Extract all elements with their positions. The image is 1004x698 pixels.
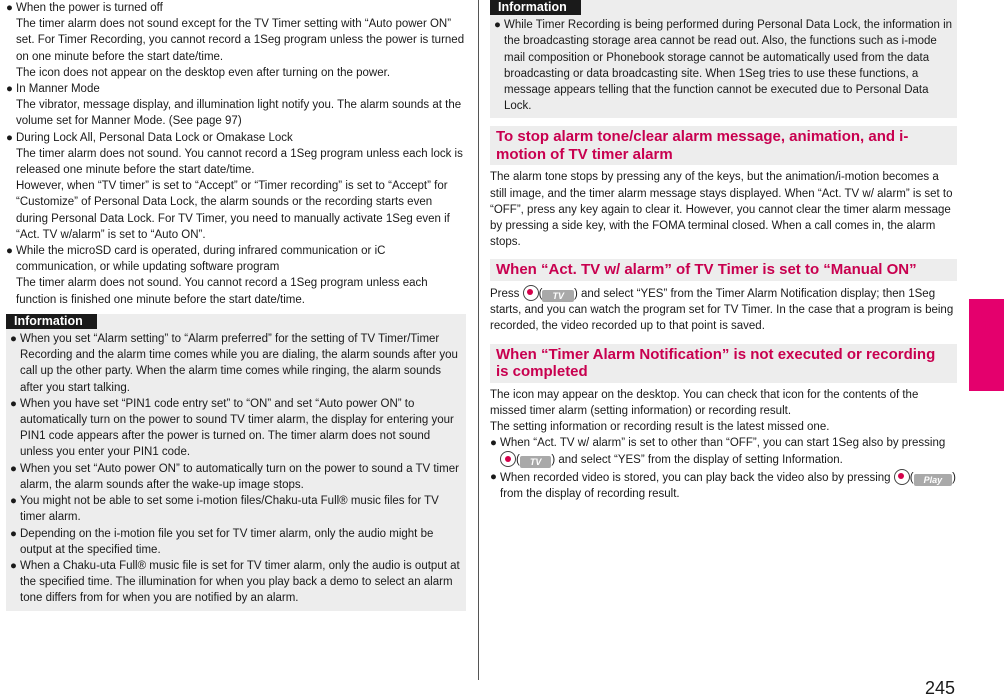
play-softkey-icon: Play bbox=[914, 474, 953, 486]
info-body-right bbox=[490, 16, 957, 114]
paragraph: The icon may appear on the desktop. You can check that icon for the contents of the missed timer alarm (setting information) or recording result. bbox=[490, 388, 919, 417]
info-box-right bbox=[490, 0, 957, 118]
tv-softkey-icon: TV bbox=[542, 290, 574, 302]
list-item-text: The vibrator, message display, and illumination light notify you. The alarm sounds at the volume set for Manner Mode. (See page 97) bbox=[16, 99, 462, 128]
bullet-icon: ● bbox=[10, 495, 17, 508]
list-item bbox=[6, 81, 466, 130]
left-column bbox=[6, 0, 466, 611]
bullet-icon: ● bbox=[494, 19, 501, 32]
info-list-item bbox=[10, 493, 462, 525]
list-item-title: When the power is turned off bbox=[16, 2, 163, 14]
info-list-text: You might not be able to set some i-motion files/Chaku-uta Full® music files for TV timer alarm. bbox=[20, 495, 439, 524]
right-column bbox=[490, 0, 957, 502]
section-heading: When “Act. TV w/ alarm” of TV Timer is set to “Manual ON” bbox=[490, 259, 957, 281]
list-item: ● While Timer Recording is being performed during Personal Data Lock, the information in the broadcasting storage area cannot be read out. Also, the functions such as i-mode mail composition or Phonebook storage cannot be automatically used from the data broadcasting or data broadcasting site. When 1Seg tries to use these functions, a message appears telling that the function cannot be executed due to Personal Data Lock. bbox=[494, 19, 953, 113]
info-list-item bbox=[10, 526, 462, 558]
list-item: ● When recorded video is stored, you can play back the video also by pressing ( Play ) from the display of recording result. bbox=[490, 470, 956, 500]
column-divider bbox=[478, 0, 479, 680]
bullet-icon: ● bbox=[6, 2, 13, 14]
bullet-icon: ● bbox=[6, 83, 13, 96]
list-item bbox=[6, 0, 466, 81]
info-box-left bbox=[6, 314, 466, 611]
list-item-text: The timer alarm does not sound. You cannot record a 1Seg program unless each function is finished one minute before the start date/time. bbox=[16, 277, 428, 306]
list-item-title: While the microSD card is operated, during infrared communication or iC communication, or while updating software program bbox=[16, 245, 386, 274]
info-list-item bbox=[10, 461, 462, 493]
info-list-item bbox=[10, 396, 462, 461]
bullet-icon: ● bbox=[10, 462, 17, 475]
list-item: ● When “Act. TV w/ alarm” is set to other than “OFF”, you can start 1Seg also by pressing ( TV ) and select “YES” from the display of setting Information. bbox=[490, 437, 946, 468]
info-list-item bbox=[10, 558, 462, 607]
list-item-text: However, when “TV timer” is set to “Accept” or “Timer recording” is set to “Accept” for “Customize” of Personal Data Lock, the alarm sounds or the recording starts even during Personal Data Lock. For TV Timer, you need to manually activate 1Seg even if “Act. TV w/alarm” is set to “Auto ON”. bbox=[16, 180, 450, 241]
info-list-text: Depending on the i-motion file you set for TV timer alarm, only the audio might be output at the specified time. bbox=[20, 527, 434, 556]
list-item bbox=[6, 243, 466, 308]
bullet-icon: ● bbox=[10, 527, 17, 540]
center-key-icon bbox=[500, 451, 516, 467]
list-item bbox=[6, 130, 466, 243]
info-body-left bbox=[6, 330, 466, 606]
info-list-text: When you set “Auto power ON” to automatically turn on the power to sound a TV timer alarm, the alarm sounds after the wake-up image stops. bbox=[20, 462, 459, 491]
section-heading: When “Timer Alarm Notification” is not executed or recording is completed bbox=[490, 344, 957, 383]
bullet-icon: ● bbox=[10, 397, 17, 410]
paragraph: Press ( TV ) and select “YES” from the Timer Alarm Notification display; then 1Seg starts, and you can watch the program set for TV Timer. In the case that a program is being recorded, the video recorded up to that point is saved. bbox=[490, 285, 957, 335]
page-number: 245 bbox=[925, 678, 956, 698]
bullet-icon: ● bbox=[10, 333, 17, 346]
tv-softkey-icon: TV bbox=[520, 456, 552, 468]
bullet-icon: ● bbox=[490, 437, 497, 450]
list-item-text: The timer alarm does not sound except for the TV Timer setting with “Auto power ON” set. For Timer Recording, you cannot record a 1Seg program unless the power is turned on one minute before the start date/time. bbox=[16, 18, 465, 63]
list-item-title: In Manner Mode bbox=[16, 83, 100, 96]
info-label: Information bbox=[6, 314, 97, 329]
list-item-text: The icon does not appear on the desktop even after turning on the power. bbox=[16, 66, 391, 79]
bullet-icon: ● bbox=[490, 470, 497, 483]
center-key-icon bbox=[523, 285, 539, 301]
info-list-text: When you have set “PIN1 code entry set” to “ON” and set “Auto power ON” to automatically turn on the power to sound TV timer alarm, the display for entering your PIN1 code appears after the power is turned on. The timer alarm does not sound unless you enter your PIN1 code. bbox=[20, 397, 454, 459]
list-item-text: The timer alarm does not sound. You cannot record a 1Seg program unless each lock is released one minute before the start date/time. bbox=[16, 147, 463, 177]
list-item-title: During Lock All, Personal Data Lock or Omakase Lock bbox=[16, 131, 293, 144]
center-key-icon bbox=[894, 469, 910, 485]
info-list-text: When you set “Alarm setting” to “Alarm preferred” for the setting of TV Timer/Timer Recording and the alarm time comes while you are dialing, the alarm sounds after you call up the other party. When the alarm time comes while ringing, the alarm sounds after you start talking. bbox=[20, 333, 458, 394]
bullet-icon: ● bbox=[6, 245, 13, 258]
info-list-item bbox=[10, 331, 462, 396]
bullet-icon: ● bbox=[6, 131, 13, 144]
chapter-tab-label: 1Seg bbox=[977, 300, 996, 341]
left-items bbox=[6, 0, 466, 308]
info-label: Information bbox=[490, 0, 581, 15]
paragraph: The setting information or recording result is the latest missed one. bbox=[490, 420, 830, 433]
paragraph: The alarm tone stops by pressing any of the keys, but the animation/i-motion becomes a still image, and the timer alarm message stays displayed. When “Act. TV w/ alarm” is set to “OFF”, press any key again to clear it. However, you cannot clear the timer alarm message by pressing a side key, with the FOMA terminal closed. When a call comes in, the alarm stops. bbox=[490, 171, 953, 249]
info-list-text: When a Chaku-uta Full® music file is set for TV timer alarm, only the audio is output at the specified time. The illumination for when you play back a demo to select an alarm tone differs from for when you are notified by an alarm. bbox=[20, 559, 460, 605]
bullet-icon: ● bbox=[10, 559, 17, 572]
section-heading: To stop alarm tone/clear alarm message, animation, and i-motion of TV timer alarm bbox=[490, 126, 957, 165]
